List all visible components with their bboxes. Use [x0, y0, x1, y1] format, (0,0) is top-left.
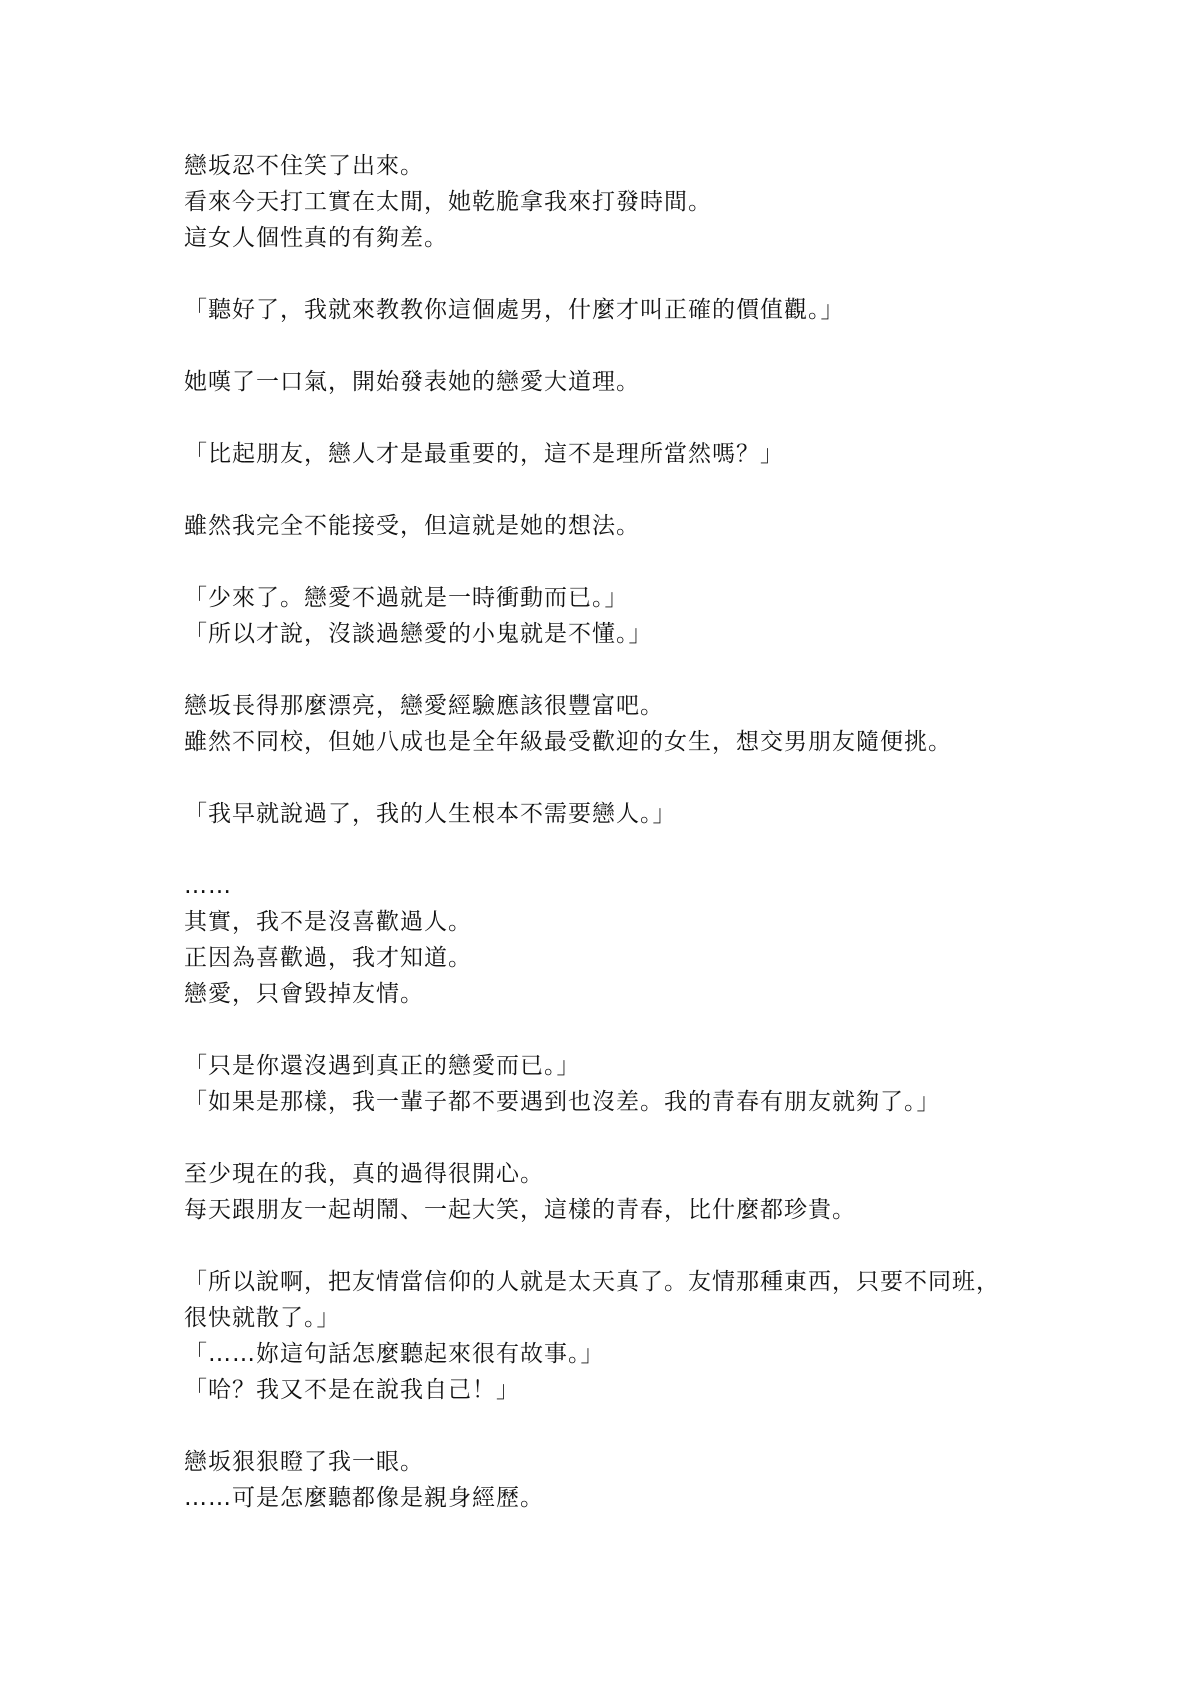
- text-line: 戀坂長得那麼漂亮，戀愛經驗應該很豐富吧。: [184, 693, 664, 719]
- text-line: ……可是怎麼聽都像是親身經歷。: [184, 1485, 544, 1511]
- text-line: 「我早就說過了，我的人生根本不需要戀人。」: [184, 801, 677, 827]
- text-line: 戀愛，只會毀掉友情。: [184, 981, 424, 1007]
- text-line: 其實，我不是沒喜歡過人。: [184, 909, 472, 935]
- text-line: 「所以才說，沒談過戀愛的小鬼就是不懂。」: [184, 621, 653, 647]
- text-line: 「聽好了，我就來教教你這個處男，什麼才叫正確的價值觀。」: [184, 297, 845, 323]
- text-line: 戀坂忍不住笑了出來。: [184, 153, 424, 179]
- blank-line: [184, 328, 1044, 364]
- text-line: 雖然我完全不能接受，但這就是她的想法。: [184, 513, 640, 539]
- blank-line: [184, 1120, 1044, 1156]
- text-line: 每天跟朋友一起胡鬧、一起大笑，這樣的青春，比什麼都珍貴。: [184, 1197, 856, 1223]
- text-line: ……: [184, 873, 232, 899]
- blank-line: [184, 1012, 1044, 1048]
- text-line: 看來今天打工實在太閒，她乾脆拿我來打發時間。: [184, 189, 712, 215]
- text-line: 「只是你還沒遇到真正的戀愛而已。」: [184, 1053, 581, 1079]
- text-line: 這女人個性真的有夠差。: [184, 225, 448, 251]
- blank-line: [184, 400, 1044, 436]
- text-line: 正因為喜歡過，我才知道。: [184, 945, 472, 971]
- blank-line: [184, 1228, 1044, 1264]
- text-line: 她嘆了一口氣，開始發表她的戀愛大道理。: [184, 369, 640, 395]
- blank-line: [184, 832, 1044, 868]
- text-line: 「……妳這句話怎麼聽起來很有故事。」: [184, 1341, 605, 1367]
- text-line: 「如果是那樣，我一輩子都不要遇到也沒差。我的青春有朋友就夠了。」: [184, 1089, 941, 1115]
- novel-text-body: [184, 148, 1044, 1516]
- blank-line: [184, 544, 1044, 580]
- text-line: 很快就散了。」: [184, 1305, 341, 1331]
- text-line: 「少來了。戀愛不過就是一時衝動而已。」: [184, 585, 629, 611]
- blank-line: [184, 256, 1044, 292]
- text-line: 「所以說啊，把友情當信仰的人就是太天真了。友情那種東西，只要不同班，: [184, 1269, 1000, 1295]
- blank-line: [184, 760, 1044, 796]
- blank-line: [184, 472, 1044, 508]
- text-line: 「比起朋友，戀人才是最重要的，這不是理所當然嗎？」: [184, 441, 784, 467]
- text-line: 至少現在的我，真的過得很開心。: [184, 1161, 544, 1187]
- text-line: 雖然不同校，但她八成也是全年級最受歡迎的女生，想交男朋友隨便挑。: [184, 729, 952, 755]
- blank-line: [184, 652, 1044, 688]
- text-line: 戀坂狠狠瞪了我一眼。: [184, 1449, 424, 1475]
- blank-line: [184, 1408, 1044, 1444]
- text-line: 「哈？我又不是在說我自己！」: [184, 1377, 520, 1403]
